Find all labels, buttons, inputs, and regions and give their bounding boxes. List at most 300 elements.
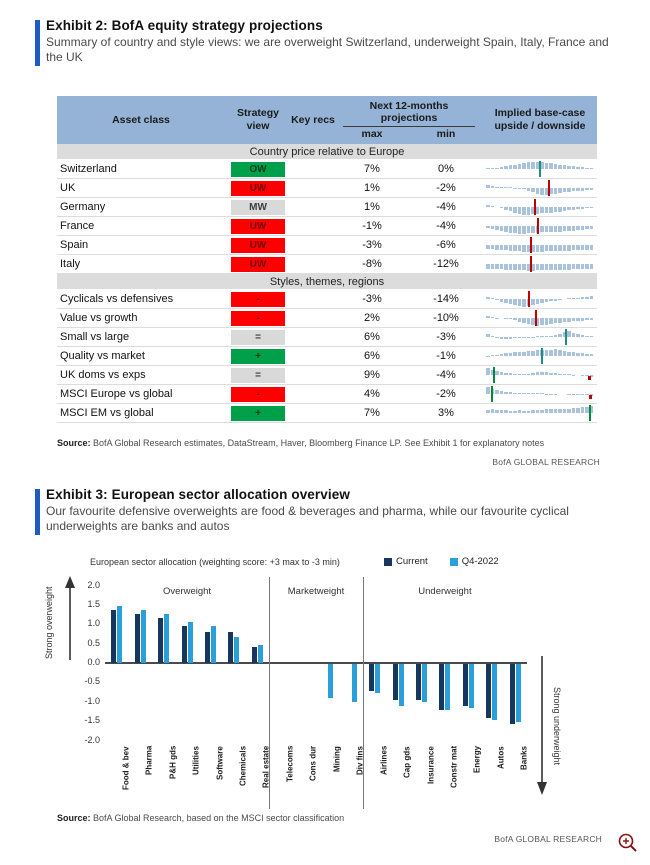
spark-bar	[500, 167, 504, 169]
min-cell: -3%	[436, 331, 456, 343]
spark-dot-marker	[589, 395, 593, 399]
spark-bar	[522, 299, 526, 307]
spark-bar	[518, 299, 522, 306]
chart-bar-current	[486, 664, 491, 718]
table-row	[57, 385, 597, 404]
y-axis-label-underweight: Strong underweight	[552, 686, 562, 766]
spark-bar	[572, 188, 576, 191]
spark-bar	[495, 371, 499, 375]
spark-bar	[549, 245, 553, 251]
exhibit3-header	[35, 487, 620, 535]
spark-bar	[554, 245, 558, 251]
spark-bar	[554, 318, 558, 323]
spark-bar	[585, 318, 589, 320]
spark-line-marker	[491, 386, 493, 402]
strategy-view-badge: UW	[231, 238, 285, 253]
spark-bar	[527, 374, 531, 376]
spark-bar	[572, 166, 576, 169]
spark-bar	[500, 391, 504, 394]
spark-bar	[518, 318, 522, 322]
spark-bar	[581, 226, 585, 230]
min-cell: -2%	[436, 388, 456, 400]
exhibit3-brand: BofA GLOBAL RESEARCH	[494, 834, 602, 844]
spark-cell	[483, 256, 597, 272]
spark-bar	[563, 188, 567, 192]
chart-bar-q4	[516, 664, 521, 722]
strategy-view-cell	[225, 311, 291, 326]
spark-bar	[540, 393, 544, 394]
strategy-view-badge: -	[231, 387, 285, 402]
exhibit2-header	[35, 18, 620, 66]
strategy-view-cell	[225, 330, 291, 345]
spark-line-marker	[541, 348, 543, 364]
source-text: BofA Global Research, based on the MSCI sector classification	[90, 813, 345, 823]
distribution-sparkline	[486, 367, 594, 383]
spark-bar	[500, 299, 504, 302]
spark-bar	[585, 188, 589, 190]
spark-bar	[549, 299, 553, 301]
asset-name-cell: Spain	[60, 239, 89, 251]
spark-bar	[536, 299, 540, 304]
spark-bar	[486, 264, 490, 269]
spark-bar	[558, 188, 562, 193]
spark-bar	[504, 373, 508, 375]
spark-bar	[590, 318, 594, 320]
spark-bar	[585, 354, 589, 356]
table-section-label: Styles, themes, regions	[57, 274, 597, 290]
spark-bar	[545, 245, 549, 251]
spark-bar	[486, 316, 490, 318]
max-cell: 7%	[364, 163, 380, 175]
spark-bar	[513, 318, 517, 320]
min-cell: 0%	[438, 163, 454, 175]
spark-bar	[531, 162, 535, 170]
spark-bar	[576, 408, 580, 413]
asset-name-cell: UK	[60, 182, 76, 194]
chart-bar-q4	[422, 664, 427, 703]
spark-bar	[563, 226, 567, 231]
spark-bar	[495, 168, 499, 170]
spark-cell	[483, 367, 597, 383]
spark-bar	[554, 226, 558, 232]
strategy-view-badge: =	[231, 368, 285, 383]
min-cell: -4%	[436, 220, 456, 232]
spark-bar	[545, 318, 549, 325]
spark-bar	[513, 411, 517, 413]
exhibit3-subtitle: Our favourite defensive overweights are food & beverages and pharma, while our favourite cyclical underweights are banks and autos	[46, 504, 569, 534]
spark-bar	[536, 188, 540, 194]
spark-bar	[509, 207, 513, 211]
spark-bar	[509, 165, 513, 169]
spark-bar	[585, 245, 589, 250]
max-cell: -1%	[362, 220, 382, 232]
chart-section-label: Underweight	[418, 586, 472, 597]
spark-bar	[554, 373, 558, 375]
spark-bar	[536, 393, 540, 394]
spark-bar	[549, 373, 553, 375]
spark-bar	[522, 352, 526, 357]
x-axis-label: Insurance	[426, 746, 435, 784]
spark-bar	[554, 264, 558, 270]
spark-bar	[504, 187, 508, 188]
spark-bar	[545, 372, 549, 375]
accent-bar	[35, 489, 40, 535]
spark-bar	[576, 353, 580, 356]
spark-bar	[504, 353, 508, 356]
chart-title: European sector allocation (weighting score: +3 max to -3 min)	[90, 557, 340, 567]
spark-bar	[540, 336, 544, 337]
x-axis-label: Div fins	[355, 746, 365, 775]
spark-bar	[518, 226, 522, 234]
table-section-label: Country price relative to Europe	[57, 144, 597, 160]
spark-line-marker	[530, 237, 532, 253]
spark-bar	[536, 245, 540, 252]
asset-name-cell: Switzerland	[60, 163, 117, 175]
spark-bar	[567, 318, 571, 322]
spark-bar	[590, 168, 594, 169]
spark-bar	[504, 337, 508, 339]
distribution-sparkline	[486, 405, 594, 421]
spark-bar	[567, 298, 571, 299]
spark-bar	[576, 188, 580, 191]
spark-bar	[581, 297, 585, 299]
table-row	[57, 236, 597, 255]
spark-bar	[527, 318, 531, 324]
down-arrow-icon	[536, 656, 548, 796]
exhibit2-brand: BofA GLOBAL RESEARCH	[492, 457, 600, 467]
spark-bar	[581, 207, 585, 209]
spark-bar	[536, 372, 540, 375]
current-swatch-icon	[384, 558, 392, 566]
chart-bar-current	[228, 632, 233, 663]
min-cell: -2%	[436, 182, 456, 194]
spark-bar	[509, 299, 513, 304]
min-cell: -14%	[433, 293, 459, 305]
spark-bar	[567, 331, 571, 337]
spark-bar	[527, 393, 531, 394]
spark-bar	[549, 264, 553, 270]
spark-bar	[509, 392, 513, 394]
spark-bar	[581, 353, 585, 356]
spark-bar	[576, 394, 580, 395]
chart-bar-q4	[445, 664, 450, 711]
spark-bar	[491, 226, 495, 229]
strategy-view-badge: +	[231, 349, 285, 364]
spark-bar	[558, 334, 562, 337]
spark-bar	[486, 185, 490, 188]
asset-name-cell: MSCI Europe vs global	[60, 388, 173, 400]
spark-bar	[486, 226, 490, 228]
chart-bar-q4	[399, 664, 404, 707]
spark-bar	[486, 334, 490, 337]
spark-bar	[540, 410, 544, 413]
spark-bar	[545, 264, 549, 270]
spark-bar	[500, 245, 504, 250]
spark-bar	[504, 299, 508, 303]
spark-bar	[581, 375, 585, 376]
spark-bar	[567, 352, 571, 357]
spark-cell	[483, 237, 597, 253]
spark-bar	[549, 336, 553, 338]
spark-bar	[509, 373, 513, 375]
spark-bar	[576, 334, 580, 337]
strategy-view-cell	[225, 219, 291, 234]
spark-bar	[522, 226, 526, 234]
x-axis-label: Cap gds	[402, 746, 412, 778]
spark-line-marker	[548, 180, 550, 196]
spark-bar	[563, 245, 567, 251]
strategy-projections-table	[57, 96, 597, 423]
spark-bar	[563, 374, 567, 375]
chart-bar-current	[393, 664, 398, 701]
header-key-recs: Key recs	[291, 113, 335, 126]
chart-legend	[384, 556, 499, 567]
spark-bar	[486, 368, 490, 375]
spark-bar	[545, 226, 549, 232]
spark-bar	[540, 188, 544, 195]
spark-bar	[509, 337, 513, 339]
spark-bar	[563, 165, 567, 169]
chart-bar-current	[510, 664, 515, 724]
max-cell: 6%	[364, 331, 380, 343]
spark-bar	[567, 264, 571, 270]
spark-bar	[491, 409, 495, 413]
asset-name-cell: Value vs growth	[60, 312, 138, 324]
table-row	[57, 366, 597, 385]
spark-bar	[558, 165, 562, 169]
y-tick-label: 0.0	[87, 657, 100, 667]
spark-line-marker	[565, 329, 567, 345]
spark-cell	[483, 405, 597, 421]
table-row	[57, 179, 597, 198]
spark-bar	[540, 245, 544, 252]
spark-bar	[495, 337, 499, 338]
spark-bar	[491, 245, 495, 249]
spark-bar	[522, 374, 526, 375]
max-cell: 2%	[364, 312, 380, 324]
spark-bar	[500, 207, 504, 208]
spark-bar	[504, 392, 508, 394]
spark-bar	[527, 411, 531, 413]
spark-bar	[567, 226, 571, 231]
spark-bar	[522, 393, 526, 394]
spark-bar	[540, 226, 544, 232]
spark-bar	[554, 299, 558, 301]
spark-bar	[527, 351, 531, 356]
x-axis-label: P&H gds	[168, 746, 178, 780]
chart-bar-current	[252, 647, 257, 663]
spark-bar	[527, 226, 531, 233]
distribution-sparkline	[486, 237, 594, 253]
asset-name-cell: Cyclicals vs defensives	[60, 293, 174, 305]
y-tick-label: -2.0	[84, 734, 100, 745]
spark-bar	[509, 318, 513, 319]
spark-bar	[549, 409, 553, 413]
strategy-view-cell	[225, 368, 291, 383]
y-axis-label-overweight: Strong overweight	[44, 586, 54, 660]
spark-bar	[540, 264, 544, 270]
spark-bar	[554, 409, 558, 413]
spark-bar	[518, 352, 522, 356]
spark-bar	[531, 351, 535, 356]
spark-bar	[536, 207, 540, 214]
spark-bar	[567, 166, 571, 169]
spark-bar	[545, 336, 549, 337]
spark-bar	[572, 333, 576, 338]
zoom-icon[interactable]	[617, 832, 639, 854]
spark-bar	[576, 264, 580, 269]
spark-bar	[500, 410, 504, 413]
distribution-sparkline	[486, 348, 594, 364]
spark-bar	[491, 264, 495, 269]
spark-bar	[500, 354, 504, 356]
spark-bar	[567, 207, 571, 210]
spark-bar	[572, 318, 576, 321]
max-cell: 9%	[364, 369, 380, 381]
spark-bar	[576, 318, 580, 321]
source-label: Source:	[57, 438, 91, 448]
strategy-view-cell	[225, 406, 291, 421]
spark-line-marker	[589, 405, 591, 421]
spark-bar	[513, 264, 517, 270]
max-cell: 6%	[364, 350, 380, 362]
spark-bar	[495, 264, 499, 269]
min-cell: -4%	[436, 201, 456, 213]
spark-cell	[483, 161, 597, 177]
spark-bar	[572, 298, 576, 299]
x-axis-label: Energy	[472, 746, 482, 774]
x-axis-label: Real estate	[261, 746, 271, 789]
spark-bar	[513, 226, 517, 233]
min-cell: -1%	[436, 350, 456, 362]
spark-bar	[495, 390, 499, 394]
x-axis-label: Food & bev	[121, 746, 131, 790]
spark-bar	[549, 350, 553, 356]
spark-bar	[554, 164, 558, 169]
spark-bar	[518, 410, 522, 413]
asset-name-cell: MSCI EM vs global	[60, 407, 154, 419]
spark-bar	[581, 245, 585, 250]
chart-bar-current	[416, 664, 421, 701]
strategy-view-cell	[225, 387, 291, 402]
strategy-view-cell	[225, 181, 291, 196]
spark-bar	[491, 168, 495, 169]
spark-cell	[483, 199, 597, 215]
spark-bar	[486, 205, 490, 207]
distribution-sparkline	[486, 180, 594, 196]
spark-bar	[576, 207, 580, 209]
spark-bar	[585, 168, 589, 170]
spark-bar	[518, 264, 522, 270]
spark-bar	[513, 165, 517, 170]
distribution-sparkline	[486, 161, 594, 177]
spark-bar	[576, 226, 580, 230]
max-cell: -3%	[362, 239, 382, 251]
strategy-view-badge: OW	[231, 162, 285, 177]
spark-bar	[545, 409, 549, 413]
sector-allocation-chart	[105, 585, 529, 790]
exhibit2-subtitle: Summary of country and style views: we are overweight Switzerland, underweight Spain, Italy, France and the UK	[46, 35, 609, 65]
spark-bar	[558, 374, 562, 376]
spark-bar	[536, 410, 540, 413]
spark-bar	[504, 410, 508, 413]
strategy-view-badge: =	[231, 330, 285, 345]
spark-bar	[513, 352, 517, 356]
spark-cell	[483, 291, 597, 307]
spark-bar	[554, 188, 558, 194]
spark-bar	[486, 297, 490, 299]
spark-bar	[518, 337, 522, 338]
exhibit2-title: Exhibit 2: BofA equity strategy projections	[46, 18, 323, 33]
spark-bar	[572, 226, 576, 231]
exhibit2-source	[57, 438, 597, 448]
spark-dot-marker	[588, 376, 592, 380]
spark-line-marker	[537, 218, 539, 234]
chart-bar-current	[439, 664, 444, 711]
x-axis-label: Mining	[332, 746, 342, 772]
spark-line-marker	[530, 256, 532, 272]
chart-bar-current	[463, 664, 468, 707]
chart-bar-q4	[188, 622, 193, 663]
spark-bar	[572, 408, 576, 413]
spark-bar	[590, 336, 594, 337]
header-asset-class: Asset class	[112, 113, 170, 126]
spark-bar	[558, 245, 562, 251]
chart-bar-q4	[211, 626, 216, 663]
spark-bar	[495, 245, 499, 250]
chart-bar-current	[111, 610, 116, 662]
spark-bar	[558, 318, 562, 323]
spark-bar	[491, 206, 495, 207]
x-axis-label: Telecoms	[285, 746, 295, 783]
spark-bar	[572, 207, 576, 210]
spark-bar	[581, 394, 585, 395]
max-cell: -3%	[362, 293, 382, 305]
spark-bar	[549, 226, 553, 232]
spark-bar	[581, 188, 585, 191]
chart-bar-q4	[164, 614, 169, 662]
spark-bar	[540, 299, 544, 303]
spark-bar	[527, 162, 531, 169]
chart-bar-current	[158, 618, 163, 663]
legend-label-q4: Q4-2022	[461, 556, 499, 567]
distribution-sparkline	[486, 329, 594, 345]
spark-bar	[486, 410, 490, 413]
spark-bar	[554, 349, 558, 356]
strategy-view-cell	[225, 200, 291, 215]
x-axis-label: Cons dur	[308, 746, 318, 782]
spark-bar	[522, 318, 526, 323]
x-axis-label: Airlines	[379, 746, 389, 776]
y-tick-label: -1.0	[84, 695, 100, 706]
spark-bar	[500, 372, 504, 375]
spark-bar	[522, 188, 526, 189]
y-tick-label: 1.0	[87, 618, 100, 629]
spark-bar	[509, 245, 513, 251]
spark-bar	[563, 351, 567, 356]
spark-bar	[495, 299, 499, 300]
spark-bar	[500, 337, 504, 339]
chart-section-label: Marketweight	[287, 586, 345, 597]
chart-bar-q4	[258, 645, 263, 662]
spark-bar	[495, 226, 499, 230]
asset-name-cell: Quality vs market	[60, 350, 145, 362]
spark-bar	[590, 226, 594, 229]
spark-bar	[590, 264, 594, 269]
spark-bar	[554, 335, 558, 337]
spark-bar	[558, 264, 562, 270]
spark-cell	[483, 348, 597, 364]
